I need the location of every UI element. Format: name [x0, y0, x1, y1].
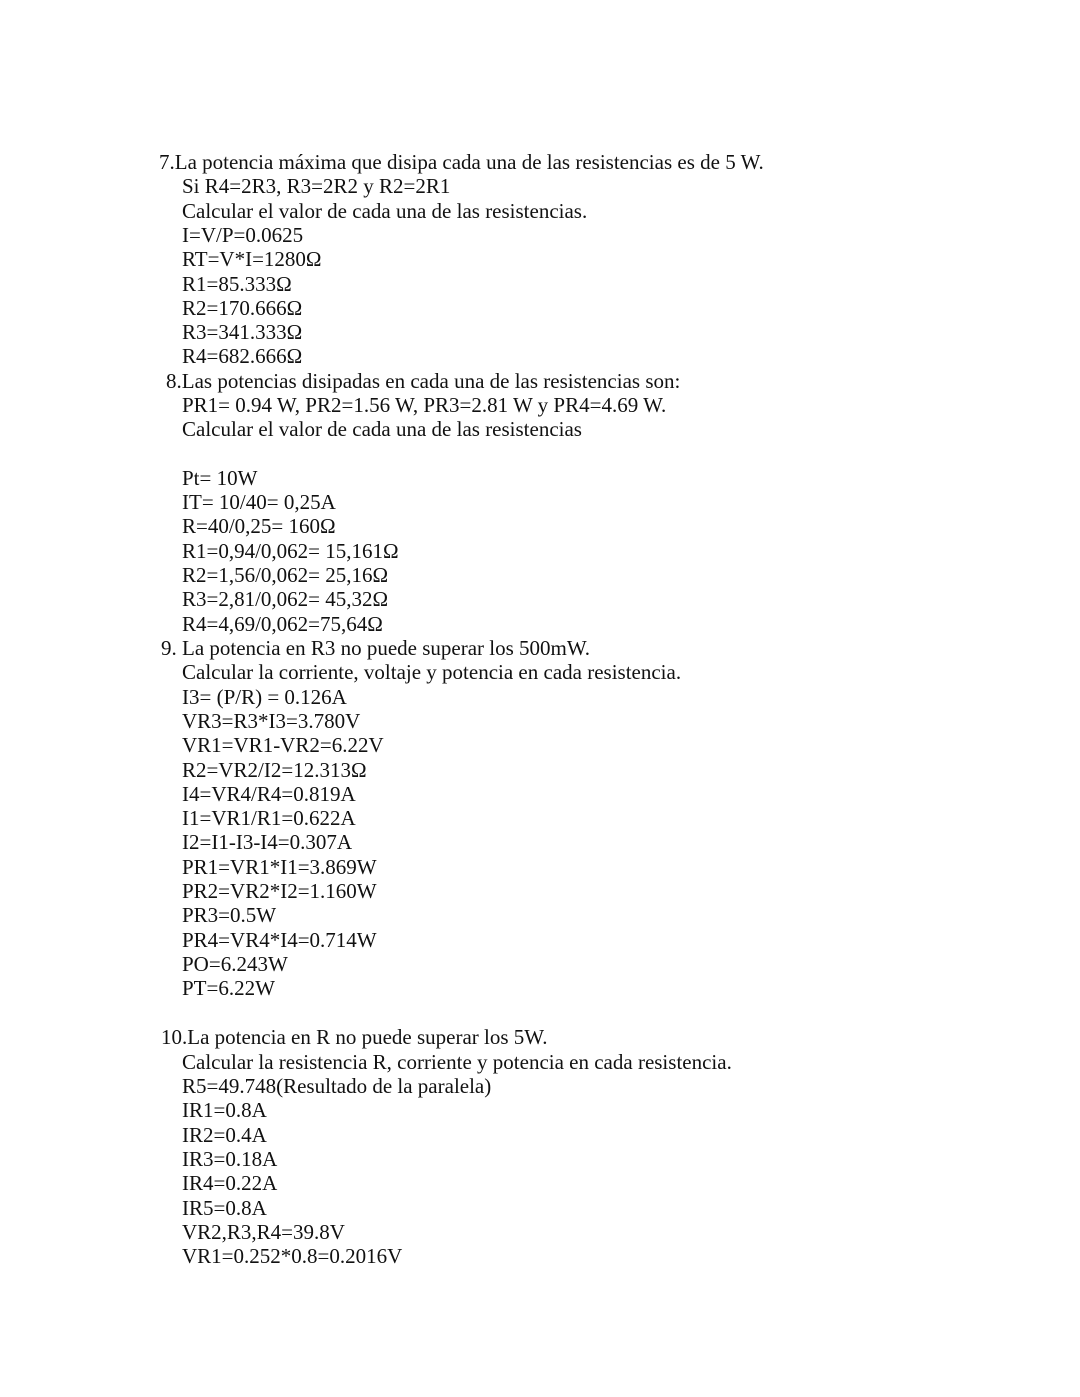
problem-10-task: Calcular la resistencia R, corriente y potencia en cada resistencia.: [182, 1050, 732, 1074]
problem-8-line: R3=2,81/0,062= 45,32Ω: [182, 587, 389, 611]
problem-7-line: RT=V*I=1280Ω: [182, 247, 322, 271]
problem-9-line: VR1=VR1-VR2=6.22V: [182, 733, 384, 757]
problem-9-line: PO=6.243W: [182, 952, 288, 976]
problem-7-line: R2=170.666Ω: [182, 296, 303, 320]
problem-8-line: R=40/0,25= 160Ω: [182, 514, 336, 538]
problem-7-line: R1=85.333Ω: [182, 272, 292, 296]
problem-10-line: R5=49.748(Resultado de la paralela): [182, 1074, 492, 1098]
problem-9-line: PT=6.22W: [182, 976, 275, 1000]
problem-7-line: R3=341.333Ω: [182, 320, 303, 344]
problem-10-line: IR5=0.8A: [182, 1196, 267, 1220]
problem-8-line: R2=1,56/0,062= 25,16Ω: [182, 563, 389, 587]
problem-9-heading: 9. La potencia en R3 no puede superar los 500mW.: [161, 636, 591, 660]
problem-8-condition: PR1= 0.94 W, PR2=1.56 W, PR3=2.81 W y PR4=4.69 W.: [182, 393, 667, 417]
problem-8-line: R4=4,69/0,062=75,64Ω: [182, 612, 383, 636]
problem-9-line: PR1=VR1*I1=3.869W: [182, 855, 377, 879]
problem-9-line: I2=I1-I3-I4=0.307A: [182, 830, 353, 854]
problem-7-heading: 7.La potencia máxima que disipa cada una de las resistencias es de 5 W.: [159, 150, 764, 174]
problem-9-line: I1=VR1/R1=0.622A: [182, 806, 356, 830]
problem-10-line: IR3=0.18A: [182, 1147, 278, 1171]
problem-10-heading: 10.La potencia en R no puede superar los 5W.: [161, 1025, 548, 1049]
problem-10-line: VR1=0.252*0.8=0.2016V: [182, 1244, 403, 1268]
problem-8-task: Calcular el valor de cada una de las resistencias: [182, 417, 582, 441]
problem-8-line: R1=0,94/0,062= 15,161Ω: [182, 539, 399, 563]
problem-10-line: VR2,R3,R4=39.8V: [182, 1220, 345, 1244]
problem-7-line: I=V/P=0.0625: [182, 223, 304, 247]
problem-9-line: I3= (P/R) = 0.126A: [182, 685, 347, 709]
problem-8-line: Pt= 10W: [182, 466, 258, 490]
problem-8-line: IT= 10/40= 0,25A: [182, 490, 336, 514]
problem-9-line: I4=VR4/R4=0.819A: [182, 782, 356, 806]
problem-7-task: Calcular el valor de cada una de las resistencias.: [182, 199, 588, 223]
problem-10-line: IR2=0.4A: [182, 1123, 267, 1147]
problem-10-line: IR4=0.22A: [182, 1171, 278, 1195]
problem-7-condition: Si R4=2R3, R3=2R2 y R2=2R1: [182, 174, 451, 198]
problem-9-line: VR3=R3*I3=3.780V: [182, 709, 361, 733]
problem-10-line: IR1=0.8A: [182, 1098, 267, 1122]
problem-9-line: R2=VR2/I2=12.313Ω: [182, 758, 367, 782]
problem-9-task: Calcular la corriente, voltaje y potencia en cada resistencia.: [182, 660, 682, 684]
problem-9-line: PR3=0.5W: [182, 903, 277, 927]
problem-7-line: R4=682.666Ω: [182, 344, 303, 368]
problem-8-heading: 8.Las potencias disipadas en cada una de las resistencias son:: [166, 369, 681, 393]
problem-9-line: PR4=VR4*I4=0.714W: [182, 928, 377, 952]
problem-9-line: PR2=VR2*I2=1.160W: [182, 879, 377, 903]
